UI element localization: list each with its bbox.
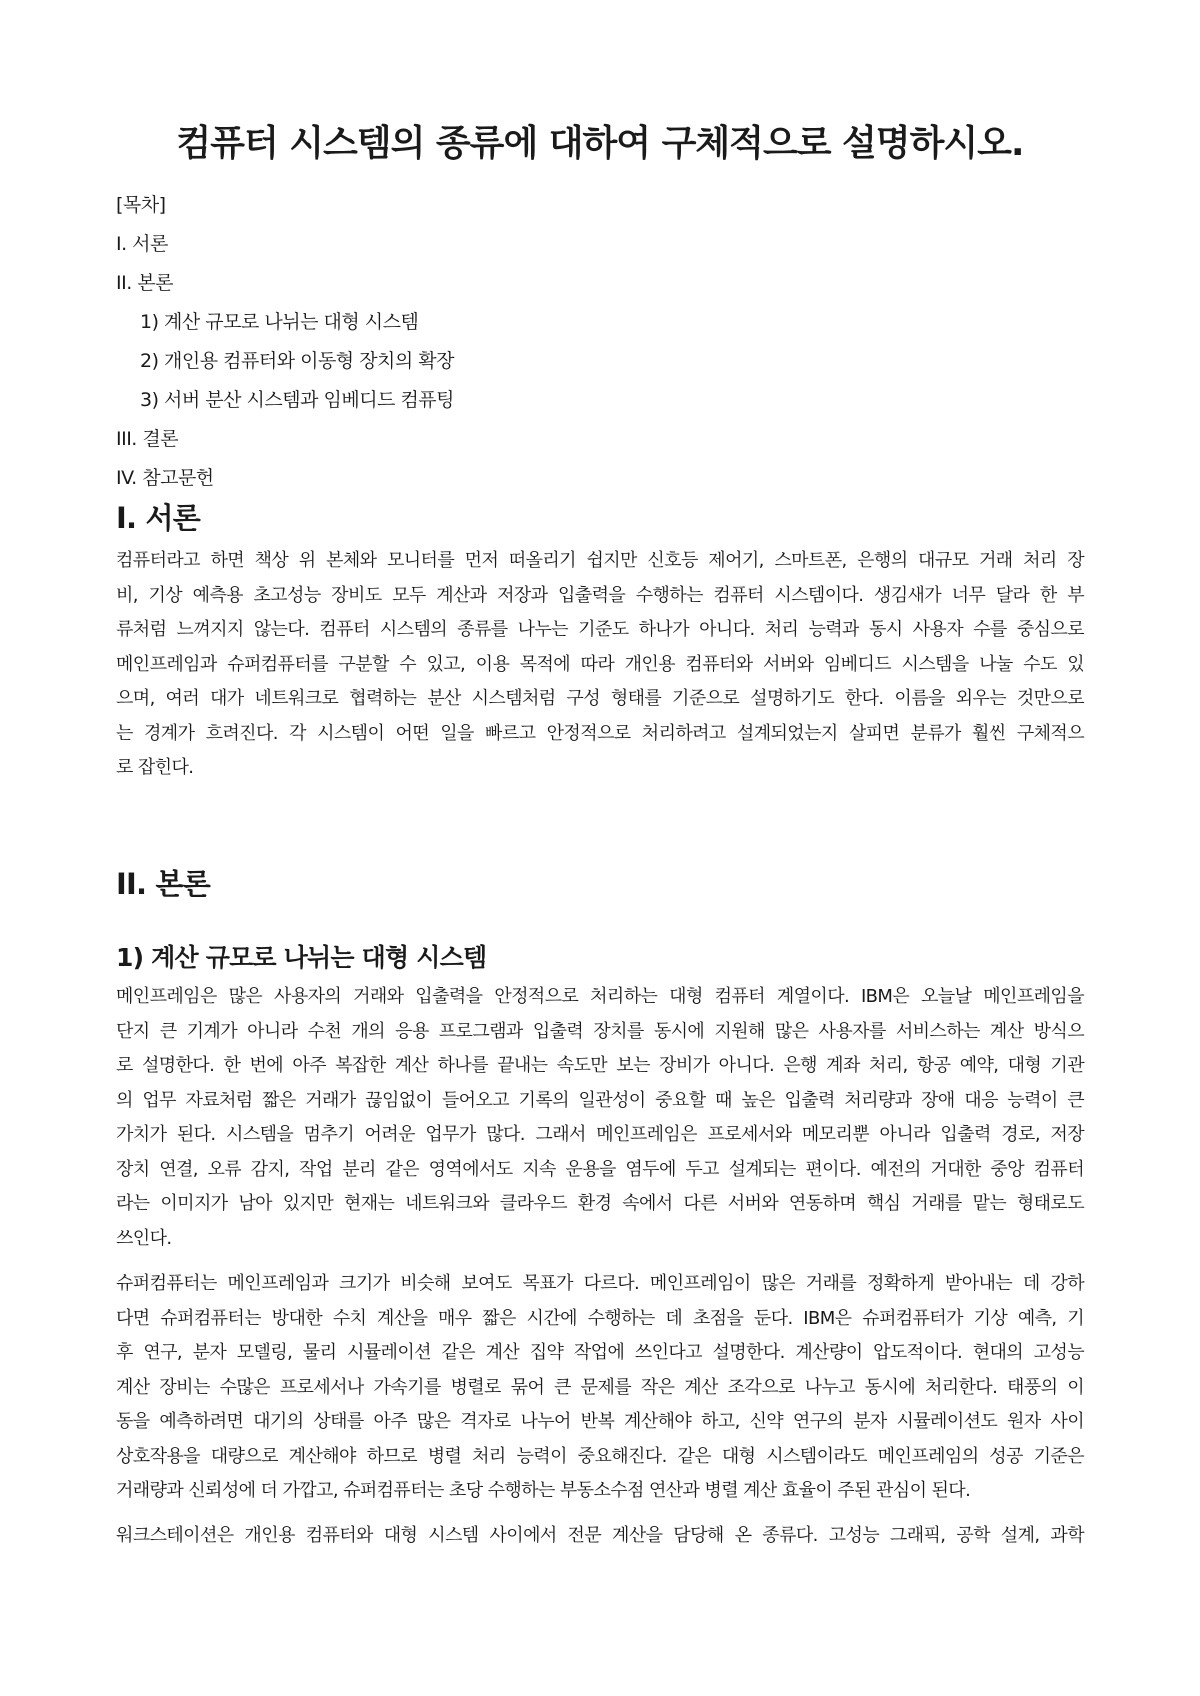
toc-heading: [목차] <box>116 194 166 216</box>
paragraph-line: 라는 이미지가 남아 있지만 현재는 네트워크와 클라우드 환경 속에서 다른 서버와 연동하며 핵심 거래를 맡는 형태로도 <box>116 1193 1084 1214</box>
toc-item-conclusion: III. 결론 <box>116 428 179 450</box>
paragraph-line: 의 업무 자료처럼 짧은 거래가 끊임없이 들어오고 기록의 일관성이 중요할 때 높은 입출력 처리량과 장애 대응 능력이 큰 <box>116 1089 1084 1111</box>
paragraph-line: 으며, 여러 대가 네트워크로 협력하는 분산 시스템처럼 구성 형태를 기준으로 설명하기도 한다. 이름을 외우는 것만으로 <box>116 688 1084 709</box>
document-title: 컴퓨터 시스템의 종류에 대하여 구체적으로 설명하시오. <box>176 123 1024 164</box>
paragraph-line: 는 경계가 흐려진다. 각 시스템이 어떤 일을 빠르고 안정적으로 처리하려고 설계되었는지 살피면 분류가 훨씬 구체적으 <box>116 722 1084 744</box>
paragraph-line: 메인프레임과 슈퍼컴퓨터를 구분할 수 있고, 이용 목적에 따라 개인용 컴퓨터와 서버와 임베디드 시스템을 나눌 수도 있 <box>116 653 1084 675</box>
paragraph-line: 상호작용을 대량으로 계산해야 하므로 병렬 처리 능력이 중요해진다. 같은 대형 시스템이라도 메인프레임의 성공 기준은 <box>116 1445 1084 1467</box>
toc-item-body-sub1: 1) 계산 규모로 나뉘는 대형 시스템 <box>140 311 419 333</box>
body-paragraph-supercomputer <box>116 1267 1084 1509</box>
paragraph-line: 거래량과 신뢰성에 더 가깝고, 슈퍼컴퓨터는 초당 수행하는 부동소수점 연산과 병렬 계산 효율이 주된 관심이 된다. <box>116 1480 971 1501</box>
intro-paragraph <box>116 544 1084 786</box>
paragraph-line: 장치 연결, 오류 감지, 작업 분리 같은 영역에서도 지속 운용을 염두에 두고 설계되는 편이다. 예전의 거대한 중앙 컴퓨터 <box>116 1158 1084 1180</box>
paragraph-line: 동을 예측하려면 대기의 상태를 아주 많은 격자로 나누어 반복 계산해야 하고, 신약 연구의 분자 시뮬레이션도 원자 사이 <box>116 1411 1084 1432</box>
paragraph-line: 쓰인다. <box>116 1227 172 1249</box>
paragraph-line: 단지 큰 기계가 아니라 수천 개의 응용 프로그램과 입출력 장치를 동시에 지원해 많은 사용자를 서비스하는 계산 방식으 <box>116 1020 1084 1042</box>
paragraph-line: 가치가 된다. 시스템을 멈추기 어려운 업무가 많다. 그래서 메인프레임은 프로세서와 메모리뿐 아니라 입출력 경로, 저장 <box>116 1124 1084 1145</box>
toc-item-introduction: I. 서론 <box>116 233 168 255</box>
paragraph-line: 류처럼 느껴지지 않는다. 컴퓨터 시스템의 종류를 나누는 기준도 하나가 아니다. 처리 능력과 동시 사용자 수를 중심으로 <box>116 619 1084 640</box>
subsection-heading-1: 1) 계산 규모로 나뉘는 대형 시스템 <box>116 943 487 972</box>
toc-item-references: IV. 참고문헌 <box>116 467 214 489</box>
paragraph-line: 워크스테이션은 개인용 컴퓨터와 대형 시스템 사이에서 전문 계산을 담당해 온 종류다. 고성능 그래픽, 공학 설계, 과학 <box>116 1525 1084 1546</box>
paragraph-line: 로 잡힌다. <box>116 757 194 778</box>
paragraph-line: 다면 슈퍼컴퓨터는 방대한 수치 계산을 매우 짧은 시간에 수행하는 데 초점을 둔다. IBM은 슈퍼컴퓨터가 기상 예측, 기 <box>116 1307 1084 1329</box>
toc-item-body-sub2: 2) 개인용 컴퓨터와 이동형 장치의 확장 <box>140 350 455 372</box>
paragraph-line: 슈퍼컴퓨터는 메인프레임과 크기가 비슷해 보여도 목표가 다르다. 메인프레임이 많은 거래를 정확하게 받아내는 데 강하 <box>116 1273 1084 1294</box>
section-heading-body: II. 본론 <box>116 867 210 901</box>
paragraph-line: 계산 장비는 수많은 프로세서나 가속기를 병렬로 묶어 큰 문제를 작은 계산 조각으로 나누고 동시에 처리한다. 태풍의 이 <box>116 1376 1084 1398</box>
section-heading-introduction: I. 서론 <box>116 501 200 535</box>
table-of-contents <box>116 186 1084 498</box>
paragraph-line: 컴퓨터라고 하면 책상 위 본체와 모니터를 먼저 떠올리기 쉽지만 신호등 제어기, 스마트폰, 은행의 대규모 거래 처리 장 <box>116 550 1084 571</box>
paragraph-line: 비, 기상 예측용 초고성능 장비도 모두 계산과 저장과 입출력을 수행하는 컴퓨터 시스템이다. 생김새가 너무 달라 한 부 <box>116 584 1084 606</box>
body-paragraph-mainframe <box>116 980 1084 1256</box>
paragraph-line: 후 연구, 분자 모델링, 물리 시뮬레이션 같은 계산 집약 작업에 쓰인다고 설명한다. 계산량이 압도적이다. 현대의 고성능 <box>116 1342 1084 1363</box>
paragraph-line: 메인프레임은 많은 사용자의 거래와 입출력을 안정적으로 처리하는 대형 컴퓨터 계열이다. IBM은 오늘날 메인프레임을 <box>116 986 1084 1007</box>
body-paragraph-workstation <box>116 1519 1084 1554</box>
toc-item-body-sub3: 3) 서버 분산 시스템과 임베디드 컴퓨팅 <box>140 389 455 411</box>
paragraph-line: 로 설명한다. 한 번에 아주 복잡한 계산 하나를 끝내는 속도만 보는 장비가 아니다. 은행 계좌 처리, 항공 예약, 대형 기관 <box>116 1055 1084 1076</box>
toc-item-body: II. 본론 <box>116 272 173 294</box>
